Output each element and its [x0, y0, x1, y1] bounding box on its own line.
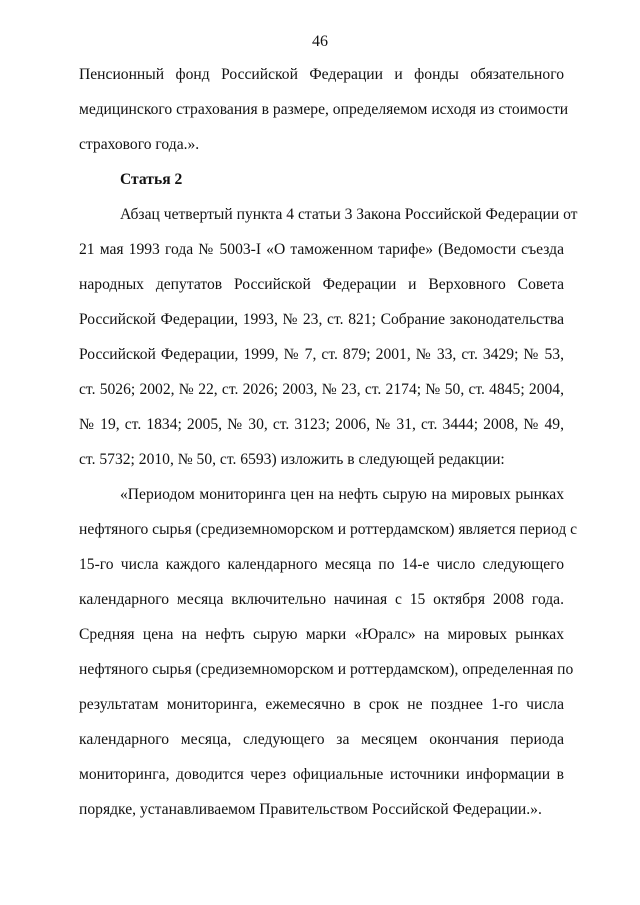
text-line: ст. 5732; 2010, № 50, ст. 6593) изложить в следующей редакции:: [79, 451, 505, 468]
text-line: ст. 5026; 2002, № 22, ст. 2026; 2003, № 23, ст. 2174; № 50, ст. 4845; 2004,: [79, 381, 564, 398]
page-number: 46: [312, 33, 328, 50]
text-line: мониторинга, доводится через официальные источники информации в: [79, 766, 564, 783]
text-line: страхового года.».: [79, 136, 200, 153]
text-line: медицинского страхования в размере, определяемом исходя из стоимости: [79, 101, 569, 118]
text-line: календарного месяца включительно начиная с 15 октября 2008 года.: [79, 591, 564, 608]
text-line: Российской Федерации, 1999, № 7, ст. 879; 2001, № 33, ст. 3429; № 53,: [79, 346, 564, 363]
text-line: 21 мая 1993 года № 5003-I «О таможенном тарифе» (Ведомости съезда: [79, 241, 564, 258]
text-line: результатам мониторинга, ежемесячно в срок не позднее 1-го числа: [79, 696, 564, 713]
text-line: «Периодом мониторинга цен на нефть сырую на мировых рынках: [120, 486, 564, 503]
text-line: календарного месяца, следующего за месяцем окончания периода: [79, 731, 564, 748]
text-line: нефтяного сырья (средиземноморском и роттердамском) является период с: [79, 521, 578, 538]
text-line: Пенсионный фонд Российской Федерации и фонды обязательного: [79, 66, 564, 83]
text-line: Российской Федерации, 1993, № 23, ст. 821; Собрание законодательства: [79, 311, 564, 328]
text-line: порядке, устанавливаемом Правительством Российской Федерации.».: [79, 801, 542, 818]
text-line: 15-го числа каждого календарного месяца по 14-е число следующего: [79, 556, 564, 573]
text-line: № 19, ст. 1834; 2005, № 30, ст. 3123; 2006, № 31, ст. 3444; 2008, № 49,: [79, 416, 564, 433]
article-heading: Статья 2: [120, 171, 183, 188]
text-line: нефтяного сырья (средиземноморском и роттердамском), определенная по: [79, 661, 574, 678]
text-line: народных депутатов Российской Федерации и Верховного Совета: [79, 276, 564, 293]
text-line: Средняя цена на нефть сырую марки «Юралс» на мировых рынках: [79, 626, 564, 643]
text-line: Абзац четвертый пункта 4 статьи 3 Закона Российской Федерации от: [120, 206, 578, 223]
